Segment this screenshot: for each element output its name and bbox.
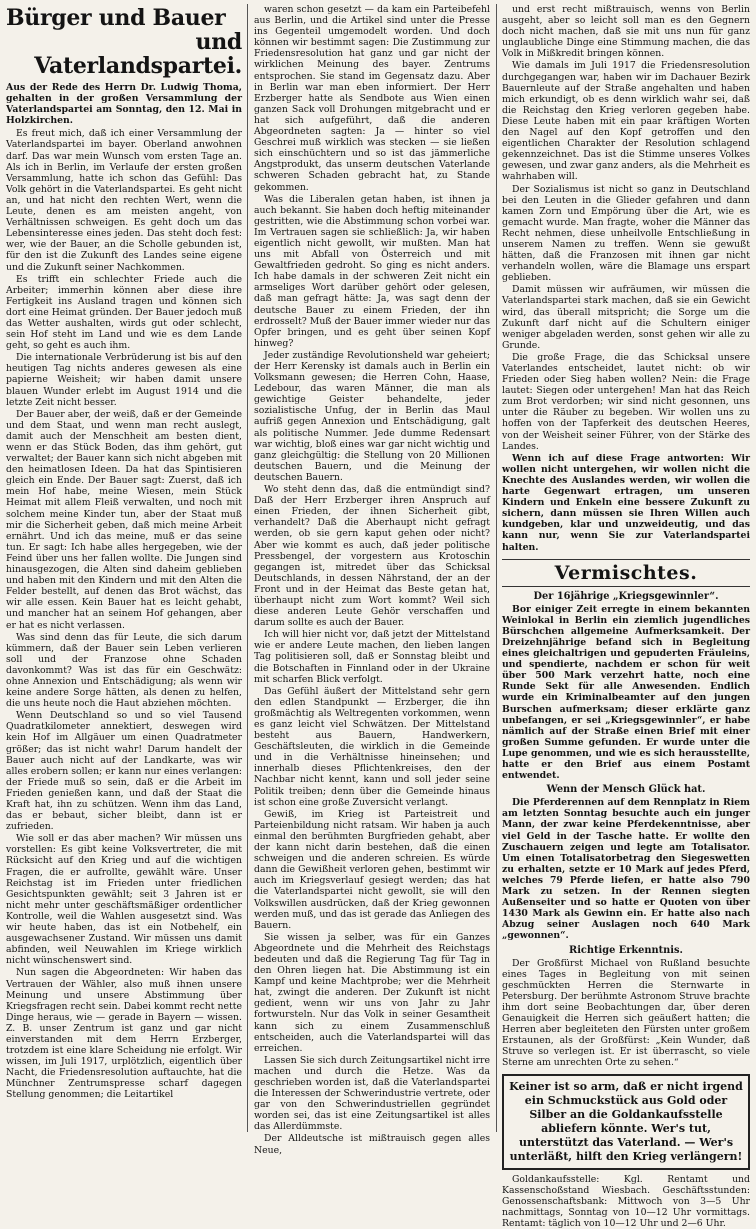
item-heading: Wenn der Mensch Glück hat. [546, 784, 706, 796]
title-line-1: Bürger und Bauer [6, 5, 226, 31]
paragraph: Nun sagen die Abgeordneten: Wir haben das Vertrauen der Wähler, also muß ihnen unsere Meinung und unsere Abstimmung über Kriegsfragen recht sein. Dabei kommt recht nette Dinge heraus, wie — gerade in Bayern — wissen. Z. B. unser Zentrum ist ganz und gar nicht einverstanden mit dem Herrn Erzberger, trotzdem ist eine klare Scheidung nie erfolgt. Wir wissen, im Juli 1917, urplötzlich, eigentlich über Nacht, die Friedensresolution auftauchte, hat die Münchner Zentrumspresse scharf dagegen Stellung genommen; die Leitartikel [6, 967, 242, 1101]
paragraph: Damit müssen wir aufräumen, wir müssen die Vaterlandspartei stark machen, daß sie ein Gewicht wird, das überall mitspricht; die Sorge um die Zukunft darf nicht auf die Schultern einiger weniger abgeladen werden, sonst gehen wir alle zu Grunde. [502, 284, 750, 351]
paragraph: Der Bauer aber, der weiß, daß er der Gemeinde und dem Staat, und wenn man recht auslegt, damit auch der Menschheit am besten dient, wenn er das Stück Boden, das ihm gehört, gut verwaltet; der Bauer kann sich nicht abgeben mit den heimatlosen Ideen. Da hat das Spintisieren gleich ein Ende. Der Bauer sagt: Zuerst, daß ich mein Hof habe, meine Wiesen, mein Stück Heimat mit allem Fleiß verwalten, und noch mit solchem meine Kinder tun, aber der Staat muß mir die Sicherheit geben, daß mich meine Arbeit ernährt. Und ich das meine, muß er das seine tun. Er sagt: Ich habe alles hergegeben, wie der Feind über uns her fallen wollte. Die Jungen sind hinausgezogen, die Alten sind daheim geblieben und haben mit den Kindern und mit den Alten die Felder bestellt, auf denen das Brot wächst, das wir alle essen. Kein Bauer hat es leicht gehabt, und mancher hat an seinem Hof gehangen, aber er hat es nicht verlassen. [6, 408, 242, 631]
paragraph: Wenn Deutschland so und so viel Tausend Quadratkilometer annektiert, deswegen wird kein Hof im Allgäuer um einen Quadratmeter größer; das ist nicht wahr! Darum handelt der Bauer auch nicht auf der Landkarte, was wir alles erobern sollen; er kann nur eines verlangen: der Friede muß so sein, daß er die Arbeit im Frieden genießen kann, und daß der Staat die Kraft hat, ihn zu schützen. Wenn ihm das Land, das er bebaut, sicher bleibt, dann ist er zufrieden. [6, 710, 242, 833]
paragraph: Gewiß, im Krieg ist Parteistreit und Parteienbildung nicht ratsam. Wir haben ja auch einmal den berühmten Burgfrieden gehabt, aber der kann nicht darin bestehen, daß die einen schweigen und die anderen schreien. Es würde dann die Gewißheit verloren gehen, bestimmt wir auch im Kriegsverlauf gesiegt werden; das hat die Vaterlandspartei nicht gewollt, sie will den Volkswillen ausdrücken, daß der Krieg gewonnen werden muß, und das ist gerade das Anliegen des Bauern. [254, 808, 490, 931]
gold-office-note: Goldankaufsstelle: Kgl. Rentamt und Kassenschoßstand Wiesbach. Geschäftsstunden: Genossenschaftsbank: Mittwoch von 3—5 Uhr nachmittags, Sonntag von 10—12 Uhr vormittags. Rentamt: täglich von 10—12 Uhr und 2—6 Uhr. [502, 1173, 750, 1229]
paragraph: Sie wissen ja selber, was für ein Ganzes Abgeordnete und die Mehrheit des Reichstags bedeuten und daß die Regierung Tag für Tag in den Ohren liegen hat. Die Abstimmung ist ein Kampf und keine Machtprobe; wer die Mehrheit hat, zwingt die anderen. Der Zukunft ist nicht gedient, wenn wir uns von Jahr zu Jahr fortwursteln. Nur das Volk in seiner Gesamtheit kann sich zu einem Zusammenschluß entscheiden, auch die Vaterlandspartei will das erreichen. [254, 931, 490, 1054]
article-title [6, 6, 242, 78]
paragraph: und erst recht mißtrauisch, wenns von Berlin ausgeht, aber so leicht soll man es den Gegnern doch nicht machen, daß sie mit uns nun für ganz unglaubliche Dinge eine Stimmung machen, die das Volk in Mißkredit bringen können. [502, 4, 750, 60]
item-text: Der Großfürst Michael von Rußland besuchte eines Tages in Begleitung von mit seinen geschmückten Herren die Sternwarte in Petersburg. Der berühmte Astronom Struve brachte ihm dort seine Beobachtungen dar, über deren Genauigkeit die Herren sich geäußert hatten; die Herren aber begleiteten den Fürsten unter großem Erstaunen, als der Großfürst: „Kein Wunder, daß Struve so verlegen ist. Er ist überrascht, so viele Sterne am unrechten Orte zu sehen.“ [502, 957, 750, 1069]
paragraph: Der Alldeutsche ist mißtrauisch gegen alles Neue, [254, 1133, 490, 1156]
gold-appeal-box [502, 1074, 750, 1170]
paragraph: Ich will hier nicht vor, daß jetzt der Mittelstand wie er andere Leute machen, den lieben langen Tag politisieren soll, daß er Sonnstag bleibt und die Botschaften in Finnland oder in der Ukraine mit scharfen Blick verfolgt. [254, 629, 490, 685]
paragraph: Wo steht denn das, daß die entmündigt sind? Daß der Herr Erzberger ihren Anspruch auf einen Frieden, der ihnen Sicherheit gibt, verhandelt? Daß die Aberhaupt nicht gefragt werden, ob sie gern kaput gehen oder nicht? Aber wie kommt es auch, daß jeder politische Pressbengel, der vorgestern aus Krotoschin gegangen ist, mitredet über das Schicksal Deutschlands, in dessen Nährstand, der an der Front und in der Heimat das Beste getan hat, überhaupt nicht zum Wort kommt? Weil sich diese anderen Leute Gehör verschaffen und darum sollte es auch der Bauer. [254, 484, 490, 629]
paragraph: Wie damals im Juli 1917 die Friedensresolution durchgegangen war, haben wir im Dachauer Bezirk Bauernleute auf der Straße angehalten und haben mich erkundigt, ob es denn wirklich wahr sei, daß die Reichstag den Krieg verloren gegeben habe. Diese Leute haben mit ein paar kräftigen Worten den Nagel auf den Kopf getroffen und den eigentlichen Charakter der Resolution schlagend gekennzeichnet. Das ist die Stimme unseres Volkes gewesen, und zwar ganz anders, als die Mehrheit es wahrhaben will. [502, 60, 750, 183]
article-subhead: Aus der Rede des Herrn Dr. Ludwig Thoma, gehalten in der großen Versammlung der Vaterlandspartei am Sonntag, den 12. Mai in Holzkirchen. [6, 82, 242, 127]
paragraph: Es trifft ein schlechter Friede auch die Arbeiter; immerhin können aber diese ihre Fertigkeit ins Ausland tragen und können sich dort eine Heimat gründen. Der Bauer jedoch muß das Wetter aushalten, wirds gut oder schlecht, sein Hof steht im Land und wie es dem Lande geht, so geht es auch ihm. [6, 273, 242, 352]
paragraph: Was die Liberalen getan haben, ist ihnen ja auch bekannt. Sie haben doch heftig miteinander gestritten, wie die Abstimmung schon vorbei war. Im Vertrauen sagen sie schließlich: Ja, wir haben eigentlich nicht gewollt, wir mußten. Man hat uns mit Abfall von Österreich und mit Gewaltfrieden gedroht. So ging es nicht anders. Ich habe damals in der schweren Zeit nicht ein armseliges Wort darüber gehört oder gelesen, daß man gefragt hätte: Ja, was sagt denn der deutsche Bauer zu einem Frieden, der ihn erdrosselt? Muß der Bauer immer wieder nur das Opfer bringen, und es geht über seinen Kopf hinweg? [254, 193, 490, 349]
item-text: Bor einiger Zeit erregte in einem bekannten Weinlokal in Berlin ein ziemlich jugendliches Bürschchen allgemeine Aufmerksamkeit. Der Dreizehnjährige befand sich in Begleitung eines gleichaltrigen und gepuderten Fräuleins, und spendierte, nachdem er schon für weit über 500 Mark verzehrt hatte, noch eine Runde Sekt für alle Anwesenden. Endlich wurde ein Kriminalbeamter auf den jungen Burschen aufmerksam; dieser erklärte ganz unbefangen, er sei „Kriegsgewinnler“, er habe nämlich auf der Straße einen Brief mit einer großen Summe gefunden. Er wurde unter die Lupe genommen, und wie es sich herausstellte, hatte er den Brief aus einem Postamt entwendet. [502, 603, 750, 782]
column-rule [496, 4, 497, 1132]
paragraph: Der Sozialismus ist nicht so ganz in Deutschland bei den Leuten in die Glieder gefahren und dann kamen Zorn und Empörung über die Art, wie es gemacht wurde. Man fragte, woher die Männer das Recht nehmen, diese unheilvolle Entschließung in unserem Namen zu treffen. Wenn sie gewußt hätten, daß die Franzosen mit ihnen gar nicht verhandeln wollen, wäre die Blamage uns erspart geblieben. [502, 183, 750, 284]
paragraph: Es freut mich, daß ich einer Versammlung der Vaterlandspartei im bayer. Oberland anwohnen darf. Das war mein Wunsch vom ersten Tage an. Als ich in Berlin, im Verlaufe der ersten großen Versammlung, hatte ich schon das Gefühl: Das Volk gehört in die Vaterlandspartei. Es geht nicht an, und hat nicht den rechten Wert, wenn die Leute, denen es am meisten angeht, von Verhältnissen schweigen. Es geht doch um das Lebensinteresse eines jeden. Das steht doch fest: wer, wie der Bauer, an die Scholle gebunden ist, für den ist die Zukunft des Landes seine eigene und die Zukunft seiner Nachkommen. [6, 128, 242, 273]
paragraph: Jeder zuständige Revolutionsheld war geheiert; der Herr Kerensky ist damals auch in Berlin ein Volksmann gewesen; die Herren Cohn, Haase, Ledebour, das waren Männer, die man als gewichtige Geister behandelte, jeder sozialistische Unfug, der in Berlin das Maul aufriß gegen Annexion und Entschädigung, galt als politische Nummer. Jede dumme Redensart war wichtig, bloß eines war gar nicht wichtig und ganz gleichgültig: die Stellung von 20 Millionen deutschen Bauern, und die Meinung der deutschen Bauern. [254, 349, 490, 483]
item-heading: Der 16jährige „Kriegsgewinnler“. [533, 590, 719, 602]
paragraph: waren schon gesetzt — da kam ein Parteibefehl aus Berlin, und die Artikel sind unter die Presse ins Gegenteil umgemodelt worden. Und doch können wir bestimmt sagen: Die Zustimmung zur Friedensresolution hat ganz und gar nicht der wirklichen Meinung des bayer. Zentrums entsprochen. Sie stand im Gegensatz dazu. Aber in Berlin war man eben informiert. Der Herr Erzberger hatte als Sendbote aus Wien einen ganzen Sack voll Drohungen mitgebracht und er hat sich aufgeführt, daß die anderen Abgeordneten sagten: Ja — hinter so viel Geschrei muß wirklich was stecken — sie ließen sich einschüchtern und so ist das jämmerliche Angstprodukt, das unserm deutschen Vaterlande schweren Schaden gebracht hat, zu Stande gekommen. [254, 4, 490, 193]
section-heading: Vermischtes. [502, 559, 750, 587]
paragraph-bold: Wenn ich auf diese Frage antworten: Wir wollen nicht untergehen, wir wollen nicht die Knechte des Auslandes werden, wir wollen die harte Gegenwart ertragen, um unseren Kindern und Enkeln eine bessere Zukunft zu sichern, dann müssen sie Ihren Willen auch kundgeben, klar und unzweideutig, und das kann nur, wenn Sie zur Vaterlandspartei halten. [502, 452, 750, 553]
paragraph: Das Gefühl äußert der Mittelstand sehr gern den edlen Standpunkt — Erzberger, die ihn großmächtig als Weltregenten vorkommen, wenn es ganz leicht viel Schwätzen. Der Mittelstand besteht aus Bauern, Handwerkern, Geschäftsleuten, die wirklich in die Gemeinde und in die Verhältnisse hineinsehen; und innerhalb dieses Pflichtenkreises, den der Nachbar nicht kennt, kann und soll jeder seine Politik treiben; denn über die Gemeinde hinaus ist schon eine große Zuversicht verlangt. [254, 685, 490, 808]
column-2 [254, 4, 490, 1156]
paragraph: Die große Frage, die das Schicksal unsere Vaterlandes entscheidet, lautet nicht: ob wir Frieden oder Sieg haben wollen? Nein: die Frage lautet: Siegen oder untergehen! Man hat das Reich zum Brot verdorben; wir sind nicht gesonnen, uns unter die Räuber zu begeben. Wir wollen uns zu hoffen von der Tapferkeit des deutschen Heeres, von der Weisheit seiner Führer, von der Stärke des Landes. [502, 351, 750, 452]
paragraph: Wie soll er das aber machen? Wir müssen uns vorstellen: Es gibt keine Volksvertreter, die mit Rücksicht auf den Krieg und auf die wichtigen Fragen, die er aufrollte, gewählt wäre. Unser Reichstag ist im Frieden unter friedlichen Gesichtspunkten gewählt; seit 3 Jahren ist er nicht mehr unter geschäftsmäßiger ordentlicher Kontrolle, weil die Wahlen ausgesetzt sind. Was wir heute haben, das ist ein Notbehelf, ein ausgewachsener Zustand. Wir müssen uns damit abfinden, weil Neuwahlen im Kriege wirklich nicht wünschenswert sind. [6, 833, 242, 967]
column-rule [247, 4, 248, 1132]
paragraph: Was sind denn das für Leute, die sich darum kümmern, daß der Bauer sein Leben verlieren soll und der Franzose ohne Schaden davonkommt? Was ist das für ein Geschwätz: ohne Annexion und Entschädigung; als wenn wir keine andere Sorge hätten, als denen zu helfen, die uns heute noch die Haut abziehen möchten. [6, 631, 242, 710]
paragraph: Die internationale Verbrüderung ist bis auf den heutigen Tag nichts anderes gewesen als eine papierne Weisheit; wir haben damit unsere blauen Wunder erlebt im August 1914 und die letzte Zeit nicht besser. [6, 352, 242, 408]
column-1 [6, 4, 242, 1132]
column-3 [502, 4, 750, 1229]
item-text: Die Pferderennen auf dem Rennplatz in Riem am letzten Sonntag besuchte auch ein junger Mann, der zwar keine Pferdekenntnisse, aber viel Geld in der Tasche hatte. Er wollte den Zuschauern zeigen und legte am Totalisator. Um einen Totalisatorbetrag den Siegeswetten zu erhalten, setzte er 10 Mark auf jedes Pferd, welches 79 Pferde liefen, er hatte also 790 Mark zu setzen. In der Rennen siegten Außenseiter und so hatte er Quoten von über 1430 Mark als Gewinn ein. Er hatte also nach Abzug seiner Auslagen noch 640 Mark „gewonnen“. [502, 797, 750, 942]
item-heading: Richtige Erkenntnis. [569, 944, 683, 956]
title-line-2: und Vaterlandspartei. [34, 29, 242, 79]
gold-appeal-text: Keiner ist so arm, daß er nicht irgend ein Schmuckstück aus Gold oder Silber an die Goldankaufsstelle abliefern könnte. Wer's tut, unterstützt das Vaterland. — Wer's unterläßt, hilft den Krieg verlängern! [509, 1079, 743, 1163]
paragraph: Lassen Sie sich durch Zeitungsartikel nicht irre machen und durch die Hetze. Was da geschrieben worden ist, daß die Vaterlandspartei die Interessen der Schwerindustrie vertrete, oder gar von den Schwerindustriellen gegründet worden sei, das ist eine Zeitungsartikel ist alles das Allerdümmste. [254, 1054, 490, 1133]
